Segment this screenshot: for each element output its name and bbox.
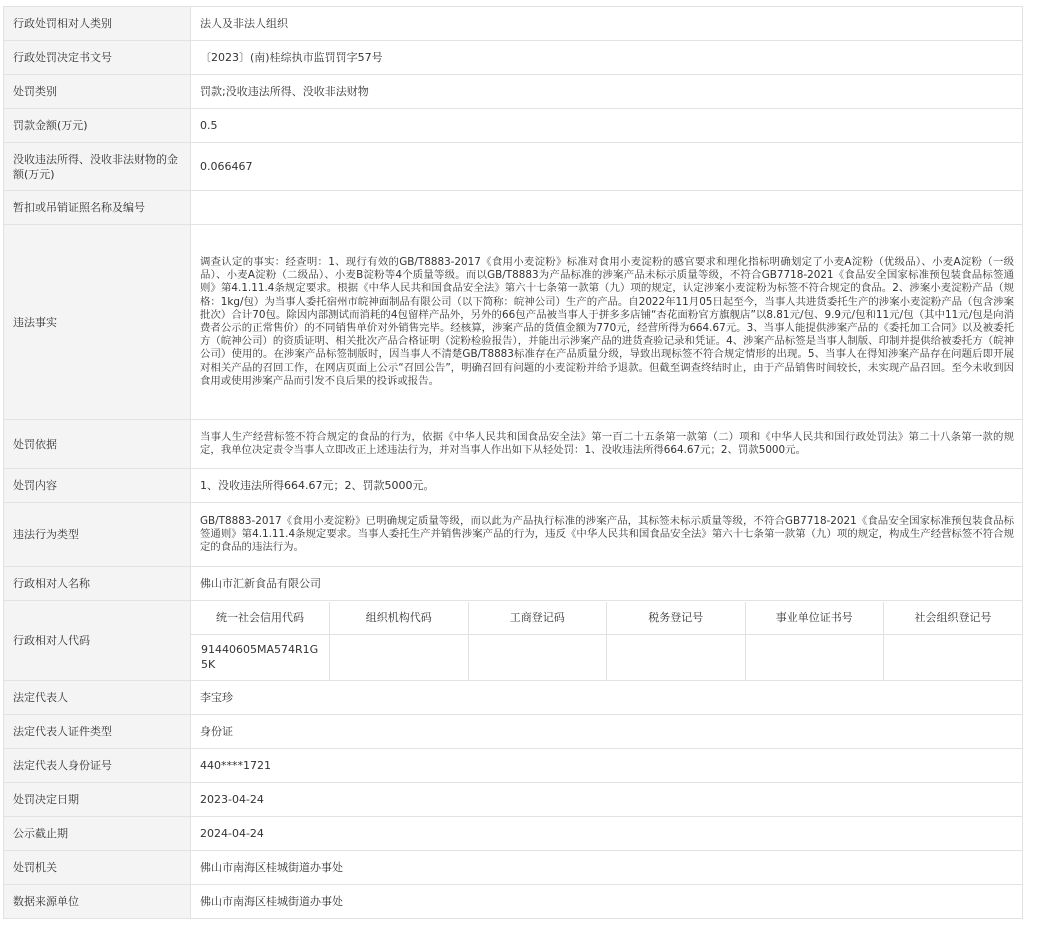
- code-value-credit-text: 91440605MA574R1G5K: [201, 643, 319, 671]
- row-category: [4, 7, 1023, 41]
- violation-type-value: GB/T8883-2017《食用小麦淀粉》已明确规定质量等级，而以此为产品执行标准的涉案产品，其标签未标示质量等级，不符合GB7718-2021《食品安全国家标准预包装食品标签通则》第4.1.11.4条规定要求。当事人委托生产并销售涉案产品的行为，违反《中华人民共和国食品安全法》第六十七条第一款第（九）项的规定，构成生产经营标签不符合规定的食品的违法行为。: [191, 503, 1023, 567]
- code-subtable-cell: [191, 601, 1023, 681]
- legal-rep-label: 法定代表人: [4, 681, 191, 715]
- penalty-type-value: 罚款;没收违法所得、没收非法财物: [191, 75, 1023, 109]
- confiscated-value: 0.066467: [191, 143, 1023, 191]
- basis-value: 当事人生产经营标签不符合规定的食品的行为，依据《中华人民共和国食品安全法》第一百二十五条第一款第（二）项和《中华人民共和国行政处罚法》第二十八条第一款的规定，我单位决定责令当事人立即改正上述违法行为，并对当事人作出如下从轻处罚：1、没收违法所得664.67元；2、罚款5000元。: [191, 420, 1023, 469]
- name-value: 佛山市汇新食品有限公司: [191, 567, 1023, 601]
- row-basis: [4, 420, 1023, 469]
- row-doc-no: [4, 41, 1023, 75]
- row-id-type: [4, 715, 1023, 749]
- license-value: [191, 191, 1023, 225]
- basis-label: 处罚依据: [4, 420, 191, 469]
- category-value: 法人及非法人组织: [191, 7, 1023, 41]
- row-confiscated: [4, 143, 1023, 191]
- code-value-business: [468, 634, 607, 680]
- row-fine: [4, 109, 1023, 143]
- code-header-credit: 统一社会信用代码: [191, 602, 330, 635]
- row-violation-type: [4, 503, 1023, 567]
- category-label: 行政处罚相对人类别: [4, 7, 191, 41]
- deadline-value: 2024-04-24: [191, 817, 1023, 851]
- violation-type-label: 违法行为类型: [4, 503, 191, 567]
- code-value-institution: [745, 634, 884, 680]
- code-value-org: [330, 634, 469, 680]
- source-value: 佛山市南海区桂城街道办事处: [191, 885, 1023, 919]
- source-label: 数据来源单位: [4, 885, 191, 919]
- code-label: 行政相对人代码: [4, 601, 191, 681]
- code-subtable: [191, 602, 1022, 680]
- facts-value: 调查认定的事实：经查明：1、现行有效的GB/T8883-2017《食用小麦淀粉》标准对食用小麦淀粉的感官要求和理化指标明确划定了小麦A淀粉（优级品）、小麦A淀粉（一级品）、小麦A淀粉（二级品）、小麦B淀粉等4个质量等级。而以GB/T8883为产品标准的涉案产品未标示质量等级，不符合GB7718-2021《食品安全国家标准预包装食品标签通则》第4.1.11.4条规定要求。根据《中华人民共和国食品安全法》第六十七条第一款第（九）项的规定，认定涉案小麦淀粉为标签不符合规定的食品。2、涉案小麦淀粉产品（规格：1kg/包）为当事人委托宿州市皖神面制品有限公司（以下简称：皖神公司）生产的产品。自2022年11月05日起至今，当事人共进货委托生产的涉案小麦淀粉产品（包含涉案批次）合计70包。除因内部测试而消耗的4包留样产品外，另外的66包产品被当事人于拼多多店铺“杏花面粉官方旗舰店”以8.81元/包、9.9元/包和11元/包（其中11元/包是向消费者公示的正常售价）的不同销售单价对外销售完毕。经核算，涉案产品的货值金额为770元，经营所得为664.67元。3、当事人能提供涉案产品的《委托加工合同》以及被委托方（皖神公司）的资质证明、相关批次产品合格证明（淀粉检验报告），并能出示涉案产品的进货查验记录和凭证。4、涉案产品标签是当事人制版、印制并提供给被委托方（皖神公司）使用的。在涉案产品标签制版时，因当事人不清楚GB/T8883标准存在产品质量分级，导致出现标签不符合规定情形的出现。5、当事人在得知涉案产品存在问题后即开展对相关产品的召回工作，在网店页面上公示“召回公告”，明确召回有问题的小麦淀粉并给予退款。但截至调查终结时止，由于产品销售时间较长，未实现产品召回。至今未收到因食用或使用涉案产品而引发不良后果的投诉或报告。: [191, 225, 1023, 420]
- id-type-label: 法定代表人证件类型: [4, 715, 191, 749]
- row-authority: [4, 851, 1023, 885]
- penalty-info-table: [3, 6, 1023, 919]
- code-value-row: [191, 634, 1022, 680]
- row-decision-date: [4, 783, 1023, 817]
- row-source: [4, 885, 1023, 919]
- confiscated-label: 没收违法所得、没收非法财物的金额(万元): [4, 143, 191, 191]
- row-code: [4, 601, 1023, 681]
- id-type-value: 身份证: [191, 715, 1023, 749]
- legal-rep-value: 李宝珍: [191, 681, 1023, 715]
- authority-value: 佛山市南海区桂城街道办事处: [191, 851, 1023, 885]
- fine-label: 罚款金额(万元): [4, 109, 191, 143]
- code-header-social-org: 社会组织登记号: [884, 602, 1023, 635]
- row-legal-rep: [4, 681, 1023, 715]
- code-value-social-org: [884, 634, 1023, 680]
- code-value-tax: [607, 634, 746, 680]
- penalty-type-label: 处罚类别: [4, 75, 191, 109]
- code-header-org: 组织机构代码: [330, 602, 469, 635]
- decision-date-value: 2023-04-24: [191, 783, 1023, 817]
- doc-no-label: 行政处罚决定书文号: [4, 41, 191, 75]
- row-deadline: [4, 817, 1023, 851]
- code-header-tax: 税务登记号: [607, 602, 746, 635]
- id-no-value: 440****1721: [191, 749, 1023, 783]
- row-content: [4, 469, 1023, 503]
- code-value-credit: [191, 634, 330, 680]
- content-value: 1、没收违法所得664.67元；2、罚款5000元。: [191, 469, 1023, 503]
- doc-no-value: 〔2023〕(南)桂综执市监罚罚字57号: [191, 41, 1023, 75]
- fine-value: 0.5: [191, 109, 1023, 143]
- name-label: 行政相对人名称: [4, 567, 191, 601]
- license-label: 暂扣或吊销证照名称及编号: [4, 191, 191, 225]
- content-label: 处罚内容: [4, 469, 191, 503]
- row-id-no: [4, 749, 1023, 783]
- facts-label: 违法事实: [4, 225, 191, 420]
- row-facts: [4, 225, 1023, 420]
- deadline-label: 公示截止期: [4, 817, 191, 851]
- row-name: [4, 567, 1023, 601]
- row-license: [4, 191, 1023, 225]
- decision-date-label: 处罚决定日期: [4, 783, 191, 817]
- id-no-label: 法定代表人身份证号: [4, 749, 191, 783]
- code-header-row: [191, 602, 1022, 635]
- code-header-institution: 事业单位证书号: [745, 602, 884, 635]
- authority-label: 处罚机关: [4, 851, 191, 885]
- code-header-business: 工商登记码: [468, 602, 607, 635]
- row-penalty-type: [4, 75, 1023, 109]
